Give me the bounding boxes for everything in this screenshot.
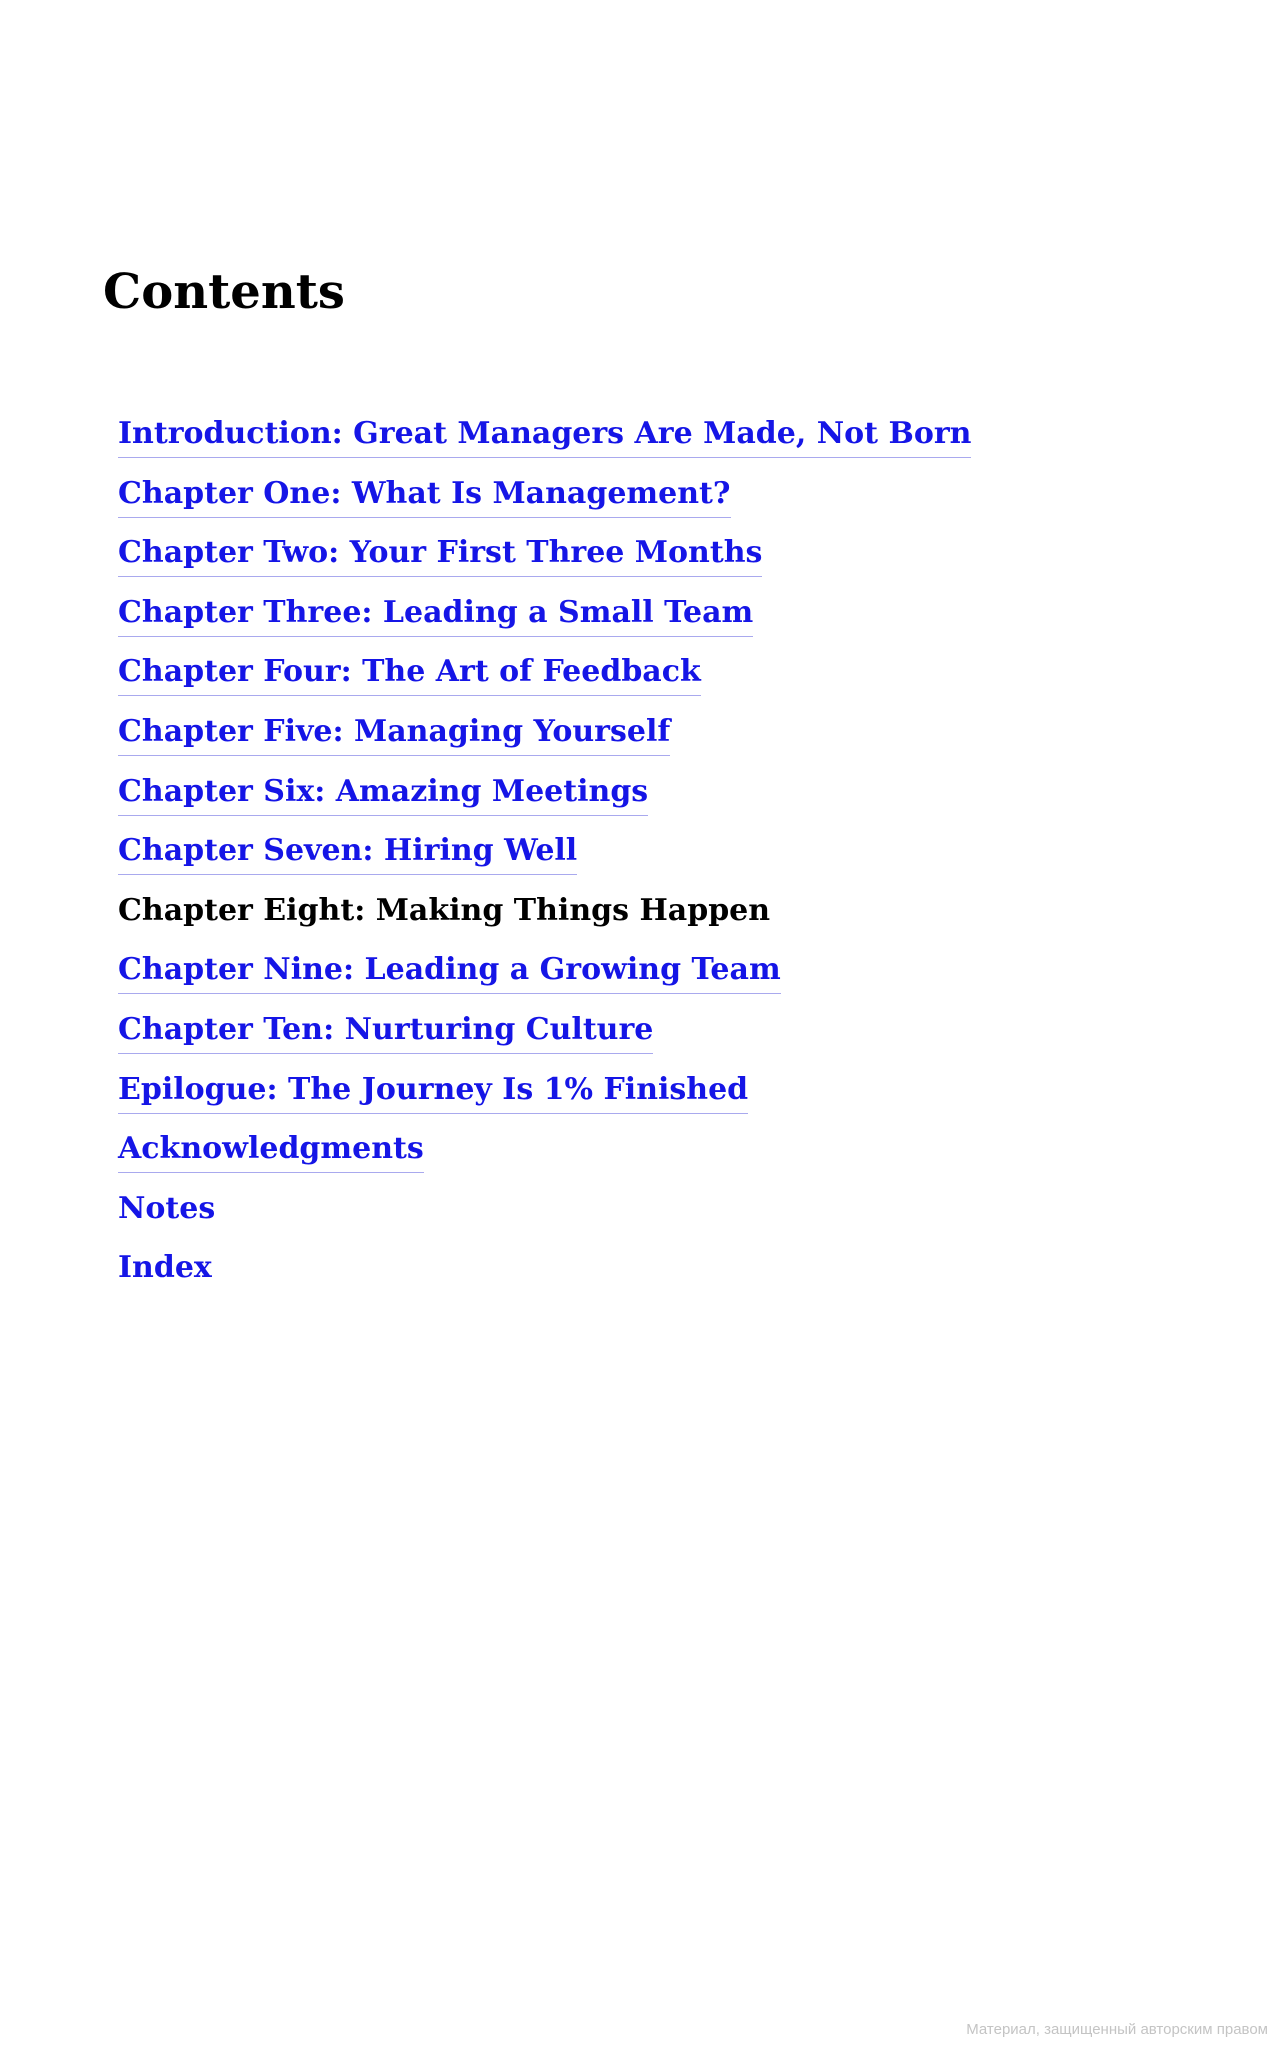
toc-item-index (118, 1246, 971, 1306)
toc-item-chapter-four (118, 650, 971, 710)
toc-item-chapter-nine (118, 948, 971, 1008)
toc-link-chapter-four[interactable]: Chapter Four: The Art of Feedback (118, 650, 701, 696)
table-of-contents (118, 412, 971, 1306)
toc-link-introduction[interactable]: Introduction: Great Managers Are Made, Not Born (118, 412, 971, 458)
toc-link-chapter-two[interactable]: Chapter Two: Your First Three Months (118, 531, 762, 577)
page-title: Contents (103, 264, 345, 320)
toc-item-introduction (118, 412, 971, 472)
toc-link-index[interactable]: Index (118, 1250, 212, 1286)
toc-link-chapter-six[interactable]: Chapter Six: Amazing Meetings (118, 770, 648, 816)
toc-link-chapter-nine[interactable]: Chapter Nine: Leading a Growing Team (118, 948, 781, 994)
toc-text-chapter-eight: Chapter Eight: Making Things Happen (118, 892, 771, 928)
toc-link-chapter-ten[interactable]: Chapter Ten: Nurturing Culture (118, 1008, 653, 1054)
toc-item-acknowledgments (118, 1127, 971, 1187)
toc-item-epilogue (118, 1068, 971, 1128)
toc-item-chapter-seven (118, 829, 971, 889)
toc-link-chapter-seven[interactable]: Chapter Seven: Hiring Well (118, 829, 577, 875)
copyright-watermark: Материал, защищенный авторским правом (966, 2021, 1268, 2038)
toc-item-chapter-three (118, 591, 971, 651)
toc-link-epilogue[interactable]: Epilogue: The Journey Is 1% Finished (118, 1068, 748, 1114)
toc-link-acknowledgments[interactable]: Acknowledgments (118, 1127, 424, 1173)
toc-item-chapter-ten (118, 1008, 971, 1068)
toc-item-chapter-eight (118, 889, 971, 949)
toc-item-chapter-one (118, 472, 971, 532)
toc-item-chapter-six (118, 770, 971, 830)
toc-link-notes[interactable]: Notes (118, 1190, 216, 1226)
toc-link-chapter-five[interactable]: Chapter Five: Managing Yourself (118, 710, 670, 756)
toc-item-chapter-two (118, 531, 971, 591)
toc-item-notes (118, 1187, 971, 1247)
toc-item-chapter-five (118, 710, 971, 770)
toc-link-chapter-three[interactable]: Chapter Three: Leading a Small Team (118, 591, 753, 637)
toc-link-chapter-one[interactable]: Chapter One: What Is Management? (118, 472, 731, 518)
